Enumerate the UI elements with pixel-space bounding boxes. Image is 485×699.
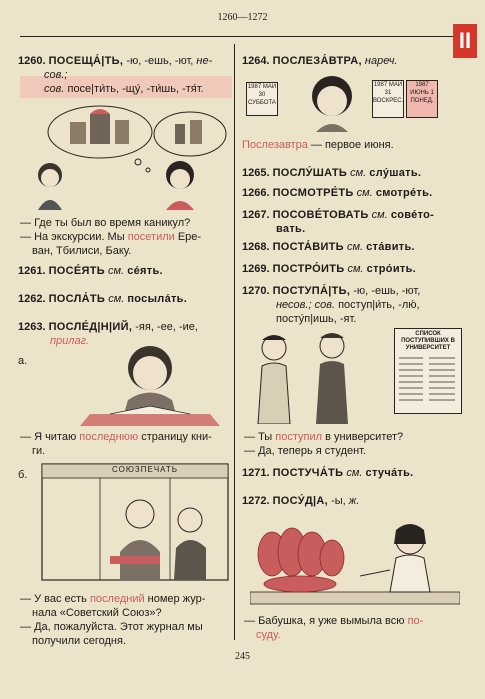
dishes-illustration [250, 514, 460, 606]
calendar-illustration [244, 74, 440, 132]
entry-1260: 1260. ПОСЕЩА́|ТЬ, -ю, -ешь, -ют, не- сов.; сов. посе|ти́ть, -щу́, -ти́шь, -тя́т. [18, 55, 213, 95]
entry-1262: 1262. ПОСЛА́ТЬ см. посыла́ть. [18, 293, 188, 305]
section-tab: II [453, 24, 477, 58]
entry-1269: 1269. ПОСТРО́ИТЬ см. стро́ить. [242, 263, 416, 275]
entry-1263: 1263. ПОСЛЕ́Д|Н|ИЙ, -яя, -ее, -ие, прилаг. [18, 321, 198, 347]
students-drawing [244, 326, 374, 424]
dialog-1263b: — У вас есть последний номер жур- нала «Советский Союз»? — Да, пожалуйста. Этот журнал мы получили сегодня. [20, 593, 206, 647]
entry-1266: 1266. ПОСМОТРЕ́ТЬ см. смотре́ть. [242, 187, 433, 199]
kiosk-drawing [40, 462, 232, 582]
reading-boy-illustration [70, 340, 230, 428]
sense-a-label: а. [18, 355, 28, 367]
entry-1267: 1267. ПОСОВЕ́ТОВАТЬ см. сове́то- вать. [242, 209, 435, 235]
university-illustration [244, 326, 468, 424]
entry-1265: 1265. ПОСЛУ́ШАТЬ см. слу́шать. [242, 167, 422, 179]
admission-list-board [394, 328, 462, 414]
dialog-1260: — Где ты был во время каникул? — На экскурсии. Мы посетили Ере- ван, Тбилиси, Баку. [20, 217, 202, 257]
example-1272: — Бабушка, я уже вымыла всю по- суду. [244, 615, 424, 641]
kiosk-illustration [40, 462, 232, 582]
travel-illustration [30, 100, 230, 210]
sense-b-label: б. [18, 469, 28, 481]
calendar-june-1: 1987 ИЮНЬ 1 ПОНЕД. [406, 80, 438, 118]
entry-1268: 1268. ПОСТА́ВИТЬ см. ста́вить. [242, 241, 415, 253]
entry-1270: 1270. ПОСТУПА́|ТЬ, -ю, -ешь, -ют, несов.; сов. поступ|и́ть, -лю́, посту́п|ишь, -ят. [242, 285, 421, 325]
example-1264: Послезавтра — первое июня. [242, 139, 394, 151]
entry-1272: 1272. ПОСУ́Д|А, -ы, ж. [242, 495, 360, 507]
boy-face-drawing [302, 74, 362, 132]
board-lines [395, 354, 459, 414]
header-rule [20, 36, 465, 37]
kiosk-sign: СОЮЗПЕЧАТЬ [112, 465, 179, 474]
board-title: СПИСОК ПОСТУПИВШИХ В УНИВЕРСИТЕТ [401, 331, 455, 351]
page-number: 245 [235, 651, 250, 662]
entry-1264: 1264. ПОСЛЕЗА́ВТРА, нареч. [242, 55, 398, 67]
dialog-1270: — Ты поступил в университет? — Да, теперь я студент. [244, 431, 404, 457]
entry-1271: 1271. ПОСТУЧА́ТЬ см. стуча́ть. [242, 467, 414, 479]
example-1263a: — Я читаю последнюю страницу кни- ги. [20, 431, 212, 457]
calendar-may-30: 1987 МАЙ 30 СУББОТА [246, 82, 278, 116]
calendar-may-31: 1987 МАЙ 31 ВОСКРЕС. [372, 80, 404, 118]
entry-1261: 1261. ПОСЕ́ЯТЬ см. се́ять. [18, 265, 163, 277]
page-header-range: 1260—1272 [217, 12, 268, 23]
column-divider [234, 44, 235, 640]
